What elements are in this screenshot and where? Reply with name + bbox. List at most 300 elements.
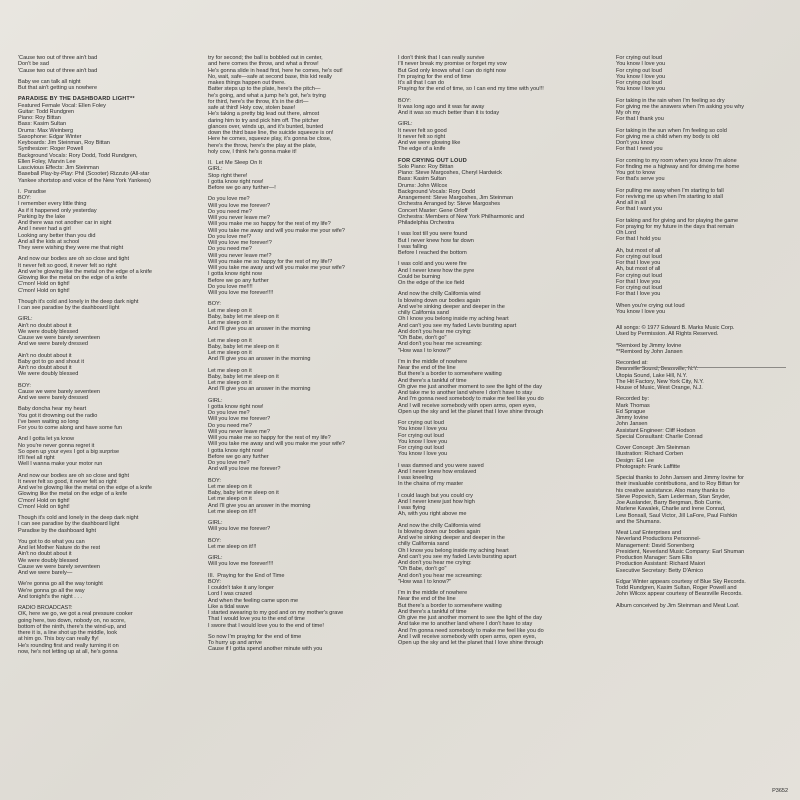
text-line: bottom of the ninth, there's the wind-up, and — [18, 623, 127, 630]
text-line: GIRL: — [398, 121, 413, 128]
text-line: Ah, with you right above me — [398, 511, 467, 518]
text-line: And now our bodies are oh so close and tight — [18, 256, 130, 263]
text-line: BOY: — [208, 477, 221, 484]
text-line: And there's a tankful of time — [398, 377, 467, 384]
text-line: Recorded by: — [616, 396, 649, 403]
text-line: Do you love me? — [208, 196, 250, 203]
text-line: Here he comes, squeeze play, it's gonna be close, — [208, 136, 332, 143]
text-line: I started swearing to my god and on my mother's grave — [208, 610, 344, 616]
text-line: And I will receive somebody with open arms, open eyes, — [398, 402, 537, 409]
text-line: Album conceived by Jim Steinman and Meat Loaf. — [616, 602, 740, 609]
text-line: Lord I was crazed — [208, 591, 252, 598]
text-line: their invaluable contributions, and to Roy Bittan for — [616, 481, 740, 488]
text-line: GIRL: — [208, 397, 223, 404]
text-line: Oh I know you belong inside my aching heart — [398, 547, 509, 554]
text-line: And when the feeling came upon me — [208, 597, 299, 604]
text-line: And I never had a girl — [18, 226, 71, 233]
text-line: And don't you hear me screaming: — [398, 341, 483, 348]
text-line: And all the kids at school — [18, 238, 80, 245]
text-line: **Remixed by John Jansen — [616, 348, 683, 355]
text-line: You got to know — [616, 170, 656, 176]
text-line: For finding me a highway and for driving me home — [616, 163, 740, 170]
text-line: Ain't no doubt about it — [18, 352, 72, 359]
text-line: Neverland Productions Personnel- — [616, 536, 701, 543]
text-line: You know I love you — [616, 73, 666, 80]
text-line: The Hit Factory, New York City, N.Y. — [616, 378, 704, 385]
text-line: Before I reached the bottom — [398, 250, 467, 256]
text-line: And take me to another land where I don't have to stay — [398, 390, 533, 396]
text-line: Saxophone: Edgar Winter — [18, 133, 82, 140]
text-line: John Jansen — [616, 421, 648, 428]
text-line: Let me sleep on it — [208, 350, 252, 356]
text-line: Before we go any further — [208, 453, 269, 460]
text-line: No you're never gonna regret it — [18, 442, 95, 449]
text-line: Will you never leave me!? — [208, 252, 272, 259]
text-line: his creative assistance. Also many thanks to — [616, 487, 725, 494]
text-line: GIRL: — [208, 520, 223, 526]
text-line: and here comes the throw, and what a throw! — [208, 61, 319, 68]
text-line: And we're glowing like the metal on the edge of a knife — [18, 485, 152, 491]
text-line: Keyboards: Jim Steinman, Roy Bittan — [18, 140, 110, 146]
text-line: For you to come along and have some fun — [18, 425, 122, 431]
text-line: For reviving me up when I'm starting to stall — [616, 193, 723, 200]
text-line: RADIO BROADCAST: — [18, 605, 73, 611]
text-line: Solo Piano: Roy Bittan — [398, 163, 454, 170]
text-line: Ah, but most of all — [616, 266, 661, 273]
text-line: You got it drowning out the radio — [18, 412, 98, 419]
text-line: Will you love me forever!!!! — [208, 290, 274, 296]
text-line: there it is, a line shot up the middle, look — [18, 630, 117, 636]
text-line: Paradise by the dashboard light — [18, 527, 97, 534]
text-line: Oh I know you belong inside my aching heart — [398, 316, 509, 323]
text-line: And all in all — [616, 200, 646, 206]
text-line: Cause we were barely seventeen — [18, 388, 101, 395]
text-line: OK, here we go, we got a real pressure cooker — [18, 611, 133, 618]
text-line: BOY: — [18, 195, 31, 201]
text-line: He's taking a pretty big lead out there, almost — [208, 111, 320, 118]
text-line: And we were barely— — [18, 570, 73, 576]
text-line: To hurry up and arrive — [208, 640, 262, 646]
text-line: here's the throw, here's the play at the plate, — [208, 142, 317, 149]
text-line: Is blowing down our bodies again — [398, 297, 481, 304]
text-line: I'll never break my promise or forget my vow — [398, 61, 507, 68]
text-line: I gotta know right now — [208, 271, 262, 278]
text-line: It never felt so right — [398, 133, 446, 140]
text-line: I was flying — [398, 505, 426, 511]
text-line: Will you make me so happy for the rest of my life? — [208, 435, 331, 441]
text-line: Background Vocals: Rory Dodd, Todd Rundgren, — [18, 152, 138, 159]
text-line: Do you love me? — [208, 460, 250, 466]
text-line: I've been waiting so long — [18, 418, 79, 425]
text-line: Oh give me just another moment to see the light of the day — [398, 615, 542, 621]
text-line: Management: David Sonenberg — [616, 542, 695, 549]
text-line: No, wait, safe—safe at second base, this kid really — [208, 73, 332, 80]
text-line: I can see paradise by the dashboard light — [18, 521, 120, 528]
lyrics-column-2 — [208, 0, 398, 800]
text-line: So now I'm praying for the end of time — [208, 633, 302, 640]
text-line: Oh give me just another moment to see the light of the day — [398, 383, 542, 390]
text-line: Drums: Max Weinberg — [18, 127, 74, 134]
text-line: Baseball Play-by-Play: Phil (Scooter) Rizzuto (All-star — [18, 171, 150, 178]
text-line: glances over, winds up, and it's bunted, bunted — [208, 123, 324, 130]
text-line: Ah, but most of all — [616, 247, 661, 254]
text-line: I was falling — [398, 243, 427, 250]
text-line: going here, two down, nobody on, no score, — [18, 617, 126, 624]
text-line: Cause we were barely seventeen — [18, 563, 101, 570]
text-line: I was lost till you were found — [398, 231, 468, 238]
text-line: He's rounding first and really turning it on — [18, 642, 119, 649]
text-line: Will you love me forever? — [208, 202, 271, 209]
text-line: Like a tidal wave — [208, 603, 250, 610]
text-line: For taking and for giving and for playing the game — [616, 217, 739, 224]
text-line: When you're crying out loud — [616, 302, 685, 309]
text-line: You know I love you — [616, 308, 666, 315]
text-line: Don't be sad — [18, 61, 49, 68]
text-line: Near the end of the line — [398, 365, 456, 371]
text-line: Will you take me away and will you make me your wife? — [208, 227, 345, 234]
text-line: Guitar: Todd Rundgren — [18, 108, 75, 115]
text-line: Baby got to go and shout it — [18, 358, 84, 365]
text-line: And now our bodies are oh so close and tight — [18, 472, 130, 479]
text-line: For giving me the answers when I'm asking you why — [616, 103, 745, 110]
text-line: C'mon! Hold on tight! — [18, 497, 70, 504]
text-line: Looking any better than you did — [18, 232, 96, 239]
text-line: Photograph: Frank Laffitte — [616, 463, 681, 470]
text-line: Utopia Sound, Lake Hill, N.Y. — [616, 372, 688, 379]
text-line: Let me sleep on it — [208, 380, 252, 386]
text-line: And can't you see my faded Levis bursting apart — [398, 553, 517, 560]
text-line: We were doubly blessed — [18, 557, 79, 564]
text-line: Open up the sky and let the planet that I love shine through — [398, 408, 544, 415]
text-line: BOY: — [208, 537, 221, 544]
text-line: And I'm gonna need somebody to make me feel like you do — [398, 396, 544, 403]
lyrics-column-1 — [18, 0, 204, 800]
text-line: Baby doncha hear my heart — [18, 406, 87, 413]
text-line: And we're glowing like the metal on the edge of a knife — [18, 268, 152, 275]
text-line: For that's serve you — [616, 176, 665, 183]
text-line: For crying out loud — [616, 285, 662, 291]
text-line: Edgar Winter appears courtesy of Blue Sky Records. — [616, 578, 746, 585]
text-line: Executive Secretary: Betty D'Amico — [616, 567, 704, 574]
text-line: Let me sleep on it!!! — [208, 543, 257, 550]
text-line: Baby we can talk all night — [18, 78, 81, 85]
text-line: It never felt so good, it never felt so right — [18, 262, 117, 269]
text-line: Stop right there! — [208, 172, 248, 179]
text-line: For crying out loud — [616, 80, 662, 86]
text-line: But I never knew how far down — [398, 237, 474, 244]
text-line: And tonight's the night . . . — [18, 593, 82, 600]
text-line: And I gotta let ya know — [18, 436, 75, 443]
text-line: And I'll give you an answer in the morning — [208, 326, 311, 333]
text-line: You know I love you — [616, 86, 666, 93]
text-line: It's all that I can do — [398, 80, 445, 86]
text-line: C'mon! Hold on tight! — [18, 287, 70, 294]
text-line: You know I love you — [398, 451, 448, 458]
text-line: makes things happen out there. — [208, 80, 286, 86]
text-line: II. Let Me Sleep On It — [208, 160, 262, 166]
text-line: Steve Popovich, Sam Lederman, Stan Snyder, — [616, 493, 731, 500]
text-line: Will you make me so happy for the rest of my life!? — [208, 258, 333, 265]
song-title: PARADISE BY THE DASHBOARD LIGHT** — [18, 96, 135, 103]
text-line: now, he's not letting up at all, he's gonna — [18, 648, 118, 655]
text-line: Baby, baby let me sleep on it — [208, 343, 279, 350]
text-line: That I would love you to the end of time — [208, 616, 305, 623]
text-line: Open up the sky and let the planet that I love shine through — [398, 640, 544, 646]
text-line: Let me sleep on it!!! — [208, 508, 257, 515]
text-line: Do you love me!!!! — [208, 283, 253, 290]
text-line: Oh Lord — [616, 230, 637, 236]
text-line: he's going, and what a jump he's got, he's trying — [208, 92, 326, 99]
text-line: Arrangement: Steve Margoshes, Jim Steinman — [398, 195, 513, 201]
text-line: Special Consultant: Charlie Conrad — [616, 433, 703, 440]
text-line: I gotta know right now! — [208, 447, 264, 454]
text-line: And don't you hear me crying: — [398, 560, 472, 566]
text-line: For that I want you — [616, 206, 662, 213]
text-line: It'll feel all right — [18, 455, 55, 461]
text-line: *Remixed by Jimmy Iovine — [616, 342, 682, 349]
text-line: You got to do what you can — [18, 538, 85, 545]
text-line: Bass: Kasim Sultan — [398, 176, 447, 183]
text-line: And I never knew how the pyre — [398, 267, 475, 274]
text-line: Glowing like the metal on the edge of a knife — [18, 491, 128, 498]
text-line: "How was I to know?" — [398, 578, 452, 585]
text-line: Could be burning — [398, 273, 441, 280]
text-line: Baby, baby let me sleep on it — [208, 373, 279, 380]
text-line: III. Praying for the End of Time — [208, 572, 285, 579]
text-line: Philadelphia Orchestra — [398, 220, 455, 226]
text-line: chilly California sand — [398, 310, 449, 316]
text-line: And I'm gonna need somebody to make me feel like you do — [398, 627, 544, 634]
text-line: Baby, baby let me sleep on it — [208, 313, 279, 320]
text-line: For crying out loud — [398, 432, 444, 439]
text-line: GIRL: — [18, 316, 33, 323]
text-line: We're gonna go all the way — [18, 587, 85, 594]
text-line: I. Paradise — [18, 188, 47, 195]
text-line: President, Neverland Music Company: Earl Shuman — [616, 548, 745, 555]
text-line: All songs: © 1977 Edward B. Marks Music Corp. — [616, 325, 735, 331]
text-line: And we were barely dressed — [18, 341, 88, 348]
text-line: I gotta know right now! — [208, 403, 264, 410]
text-line: Jimmy Iovine — [616, 415, 649, 421]
text-line: Ain't no doubt about it — [18, 365, 72, 371]
text-line: Special thanks to John Jansen and Jimmy Iovine for — [616, 475, 744, 481]
text-line: And we were glowing like — [398, 140, 461, 146]
text-line: We were doubly blessed — [18, 328, 79, 335]
text-line: They were wishing they were me that night — [18, 245, 124, 251]
text-line: On the edge of the ice field — [398, 280, 465, 286]
text-line: GIRL: — [208, 166, 223, 173]
lyrics-column-3 — [398, 0, 610, 800]
text-line: Concert Master: Gene Orloff — [398, 207, 468, 214]
text-line: C'mon! Hold on tight! — [18, 281, 70, 288]
text-line: Let me sleep on it — [208, 367, 252, 374]
text-line: Illustration: Richard Corben — [616, 451, 684, 458]
text-line: I was kneeling — [398, 475, 434, 481]
text-line: For crying out loud — [616, 55, 662, 61]
text-line: And I'll give you an answer in the morning — [208, 356, 311, 363]
text-line: I'm in the middle of nowhere — [398, 590, 468, 596]
text-line: Ain't no doubt about it — [18, 322, 72, 329]
text-line: And I'll give you an answer in the morning — [208, 386, 311, 393]
text-line: Will you never leave me? — [208, 428, 270, 435]
text-line: For crying out loud — [398, 420, 444, 426]
text-line: But God only knows what I can do right now — [398, 67, 506, 74]
text-line: And let Mother Nature do the rest — [18, 545, 101, 551]
text-line: Before we go any further — [208, 277, 269, 284]
text-line: Well I wanna make your motor run — [18, 461, 103, 468]
text-line: BOY: — [398, 97, 411, 104]
text-line: I'm in the middle of nowhere — [398, 358, 468, 365]
text-line: I gotta know right now! — [208, 178, 264, 185]
text-line: And don't you hear me crying: — [398, 328, 472, 335]
text-line: "Oh Babe, don't go" — [398, 335, 447, 341]
text-line: And can't you see my faded Levis bursting apart — [398, 322, 517, 329]
text-line: For that I thank you — [616, 116, 664, 123]
text-line: at him go. This boy can really fly! — [18, 636, 99, 643]
text-line: So open up your eyes I got a big surprise — [18, 448, 120, 455]
text-line: down the third base line, the suicide squeeze is on! — [208, 130, 334, 136]
text-line: And now the chilly California wind — [398, 522, 481, 529]
text-line: For coming to my room when you know I'm alone — [616, 157, 737, 164]
text-line: And now the chilly California wind — [398, 291, 481, 298]
text-line: And we were barely dressed — [18, 395, 88, 401]
text-line: I'm praying for the end of time — [398, 73, 472, 80]
text-line: It never felt so good, it never felt so right — [18, 478, 117, 485]
text-line: For crying out loud — [616, 253, 662, 260]
text-line: Will you take me away and will you make me your wife? — [208, 441, 345, 448]
text-line: Mark Thomas — [616, 402, 650, 409]
text-line: For crying out loud — [398, 445, 444, 451]
text-line: Synthesizer: Roger Powell — [18, 146, 84, 153]
text-line: Will you love me forever? — [208, 526, 271, 533]
text-line: And we're sinking deeper and deeper in the — [398, 535, 505, 541]
text-line: 'Cause two out of three ain't bad — [18, 55, 98, 61]
text-line: Cause if I gotta spend another minute with you — [208, 646, 323, 653]
text-line: Will you love me forever!!!! — [208, 561, 274, 568]
text-line: Cover Concept: Jim Steinman — [616, 445, 690, 451]
text-line: You know I love you — [398, 438, 448, 445]
text-line: GIRL: — [208, 555, 223, 561]
text-line: BOY: — [208, 301, 221, 308]
text-line: Bearsville Sound, Bearsville, N.Y. — [616, 366, 698, 373]
section-divider — [616, 367, 786, 368]
text-line: 'Cause two out of three ain't bad — [18, 67, 98, 74]
text-line: Will you make me so happy for the rest of my life? — [208, 221, 331, 228]
text-line: Will you love me forever? — [208, 416, 271, 423]
text-line: Yankee shortstop and voice of the New York Yankees) — [18, 177, 151, 184]
text-line: He's gonna slide in head first, here he comes, he's out! — [208, 67, 343, 74]
text-line: I don't think that I can really survive — [398, 55, 485, 61]
text-line: It was long ago and it was far away — [398, 103, 485, 110]
text-line: Will you take me away and will you make me your wife? — [208, 265, 345, 271]
text-line: Near the end of the line — [398, 596, 456, 603]
text-line: Do you need me? — [208, 246, 252, 253]
text-line: The edge of a knife — [398, 146, 446, 153]
text-line: Drums: John Wilcox — [398, 182, 448, 189]
text-line: Praying for the end of time, so I can end my time with you!!! — [398, 86, 544, 93]
text-line: and the Shumans. — [616, 518, 662, 525]
text-line: Recorded at: — [616, 360, 648, 366]
text-line: For that I love you — [616, 260, 661, 266]
text-line: Is blowing down our bodies again — [398, 528, 481, 535]
text-line: "Oh Babe, don't go" — [398, 566, 447, 573]
text-line: Todd Rundgren, Kasim Sultan, Roger Powell and — [616, 585, 737, 591]
text-line: Glowing like the metal on the edge of a knife — [18, 275, 128, 281]
text-line: And I will receive somebody with open arms, open eyes, — [398, 633, 537, 640]
text-line: Bass: Kasim Sultan — [18, 121, 67, 128]
text-line: And I never knew just how high — [398, 498, 475, 505]
text-line: Batter steps up to the plate, here's the pitch— — [208, 86, 321, 93]
text-line: We were doubly blessed — [18, 371, 79, 378]
text-line: Baby, baby let me sleep on it — [208, 490, 279, 496]
text-line: For crying out loud — [616, 272, 662, 279]
text-line: And I never knew how enslaved — [398, 468, 477, 475]
text-line: And we're sinking deeper and deeper in the — [398, 303, 505, 310]
text-line: In the chains of my master — [398, 481, 464, 488]
text-line: John Wilcox appear courtesy of Bearsville Records. — [616, 591, 743, 598]
text-line: For giving me a child when my body is old — [616, 133, 719, 140]
text-line: Orchestra Arranged by: Steve Margoshes — [398, 201, 501, 208]
text-line: I swore that I would love you to the end of time! — [208, 622, 324, 629]
text-line: For taking in the rain when I'm feeling so dry — [616, 97, 725, 104]
text-line: Marlene Kawalek, Charlie and Irene Conrad, — [616, 506, 726, 513]
text-line: safe at third! Holy cow, stolen base! — [208, 105, 296, 111]
text-line: Joe Auslander, Barry Bergman, Bob Currie, — [616, 500, 723, 506]
text-line: But there's a border to somewhere waiting — [398, 371, 502, 378]
song-title: FOR CRYING OUT LOUD — [398, 157, 467, 164]
text-line: But there's a border to somewhere waiting — [398, 602, 502, 609]
text-line: Lew Bonsall, Saul Victor, Jill LaFore, Paul Fishkin — [616, 512, 738, 519]
text-line: And take me to another land where I don't have to stay — [398, 621, 533, 628]
text-line: Lascivious Effects: Jim Steinman — [18, 165, 99, 171]
text-line: I couldn't take it any longer — [208, 585, 274, 591]
text-line: For that I love you — [616, 278, 661, 285]
text-line: For that I hold you — [616, 236, 661, 243]
text-line: You know I love you — [398, 426, 448, 433]
text-line: My oh my — [616, 110, 641, 116]
text-line: Let me sleep on it — [208, 496, 252, 503]
text-line: You know I love you — [616, 61, 666, 68]
text-line: Assistant Engineer: Cliff Hodson — [616, 427, 696, 434]
text-line: I remember every little thing — [18, 201, 87, 208]
text-line: daring him to try and pick him off. The pitcher — [208, 117, 319, 124]
text-line: For taking in the sun when I'm feeling so cold — [616, 127, 727, 134]
text-line: House of Music, West Orange, N.J. — [616, 385, 703, 391]
text-line: Production Manager: Sam Ellis — [616, 555, 693, 561]
text-line: And don't you hear me screaming: — [398, 572, 483, 579]
text-line: C'mon! Hold on tight! — [18, 503, 70, 510]
text-line: And there's a tankful of time — [398, 608, 467, 615]
text-line: And will you love me forever? — [208, 466, 281, 473]
text-line: Do you need me? — [208, 208, 252, 215]
text-line: For that I love you — [616, 291, 661, 298]
text-line: Piano: Steve Margoshes, Cheryl Hardwick — [398, 170, 502, 176]
text-line: For that I need you — [616, 146, 663, 153]
text-line: Do you love me? — [208, 410, 250, 416]
text-line: Though it's cold and lonely in the deep dark night — [18, 298, 139, 305]
text-line: Though it's cold and lonely in the deep dark night — [18, 515, 139, 521]
text-line: for third, here's the throw, it's in the dirt— — [208, 98, 309, 105]
text-line: Ain't no doubt about it — [18, 551, 72, 558]
text-line: BOY: — [208, 578, 221, 585]
text-line: It never felt so good — [398, 127, 447, 134]
text-line: BOY: — [18, 382, 31, 389]
text-line: Let me sleep on it — [208, 337, 252, 344]
text-line: Design: Ed Lee — [616, 457, 654, 464]
text-line: Do you need me? — [208, 422, 252, 429]
text-line: Will you love me forever!? — [208, 240, 272, 246]
text-line: Parking by the lake — [18, 213, 66, 220]
